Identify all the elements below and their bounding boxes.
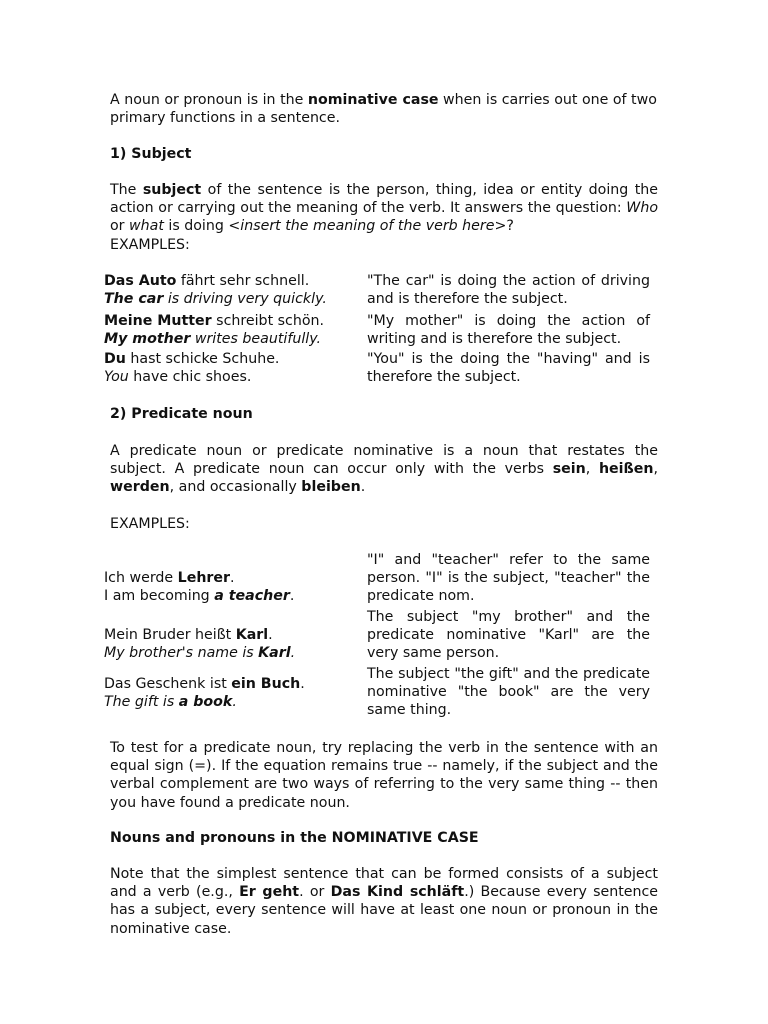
predicate-example-note: The subject "the gift" and the predicate nominative "the book" are the very same thing. — [367, 666, 650, 719]
intro-paragraph — [110, 91, 658, 127]
term-subject: subject — [142, 182, 202, 198]
nominative-heading: Nouns and pronouns in the NOMINATIVE CASE — [110, 830, 479, 846]
subject-example-sentence: Meine Mutter schreibt schön. My mother writes beautifully. — [104, 313, 325, 348]
predicate-paragraph: A predicate noun or predicate nominative is a noun that restates the subject. A predicate noun can occur only with the verbs sein, heißen, werden, and occasionally bleiben. — [110, 443, 658, 496]
subject-example-note: "You" is the doing the "having" and is therefore the subject. — [367, 351, 650, 386]
intro-text: A noun or pronoun is in the — [110, 92, 308, 108]
verb-werden: werden — [110, 479, 170, 496]
subject-heading: 1) Subject — [110, 146, 192, 162]
examples-label: EXAMPLES: — [110, 236, 190, 253]
subject-example-note: "My mother" is doing the action of writing and is therefore the subject. — [367, 313, 650, 348]
verb-sein: sein — [552, 461, 586, 478]
predicate-example-sentence: Das Geschenk ist ein Buch. The gift is a book. — [104, 676, 305, 711]
verb-heissen: heißen — [598, 461, 654, 478]
predicate-example-note: The subject "my brother" and the predicate nominative "Karl" are the very same person. — [367, 609, 650, 662]
predicate-example-sentence: Ich werde Lehrer. I am becoming a teacher. — [104, 570, 295, 605]
predicate-heading: 2) Predicate noun — [110, 406, 253, 422]
subject-paragraph: The subject of the sentence is the person, thing, idea or entity doing the action or carrying out the meaning of the verb. It answers the question: Who or what is doing <insert the meaning of the verb here>? EXAMPLES: — [110, 182, 658, 253]
subject-example-sentence: Das Auto fährt sehr schnell. The car is driving very quickly. — [104, 273, 327, 308]
example-das-kind-schlaeft: Das Kind schläft — [330, 884, 465, 901]
predicate-example-sentence: Mein Bruder heißt Karl. My brother's name is Karl. — [104, 627, 296, 662]
predicate-example-note: "I" and "teacher" refer to the same person. "I" is the subject, "teacher" the predicate nom. — [367, 552, 650, 605]
example-er-geht: Er geht — [239, 884, 300, 901]
subject-example-note: "The car" is doing the action of driving and is therefore the subject. — [367, 273, 650, 308]
term-nominative-case: nominative case — [307, 92, 439, 108]
intro-text: when is carries out one of two primary functions in a sentence. — [110, 92, 657, 127]
predicate-test-paragraph: To test for a predicate noun, try replacing the verb in the sentence with an equal sign (=). If the equation remains true -- namely, if the subject and the verbal complement are two ways of referring to the very same thing -- then you have found a predicate noun. — [110, 740, 658, 811]
nominative-paragraph: Note that the simplest sentence that can be formed consists of a subject and a verb (e.g., Er geht. or Das Kind schläft.) Because every sentence has a subject, every sentence will have at least one noun or pronoun in the nominative case. — [110, 866, 659, 937]
examples-label: EXAMPLES: — [110, 516, 190, 532]
subject-example-sentence: Du hast schicke Schuhe. You have chic shoes. — [104, 351, 280, 386]
verb-bleiben: bleiben — [301, 479, 361, 496]
